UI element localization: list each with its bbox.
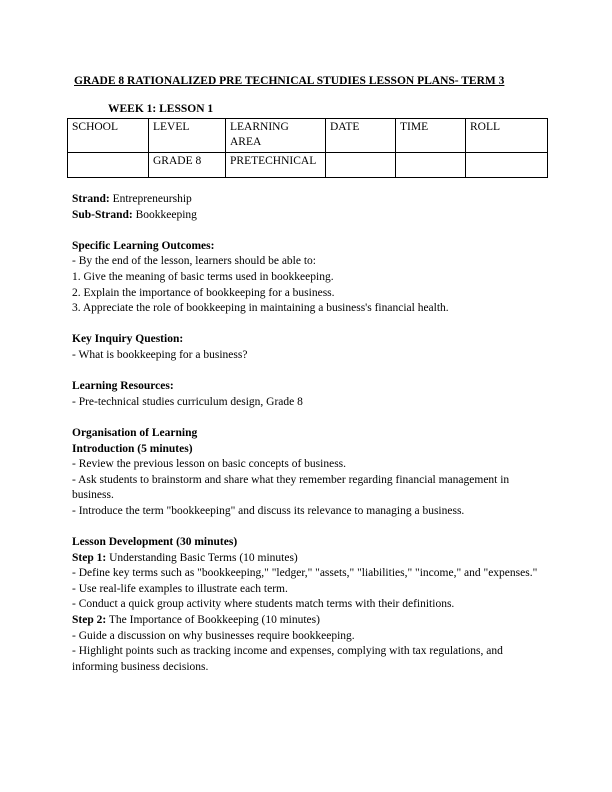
strand-label: Strand: [72,193,110,205]
step2-line [72,613,542,629]
document-title: GRADE 8 RATIONALIZED PRE TECHNICAL STUDIES LESSON PLANS- TERM 3 [74,75,505,87]
table-header-row [68,119,548,153]
header-roll: ROLL [466,119,548,153]
cell-school [68,153,149,178]
lesson-info-table [67,118,548,178]
organisation-heading: Organisation of Learning [72,426,198,439]
sub-strand-line [72,208,542,224]
week-lesson-heading: WEEK 1: LESSON 1 [108,103,214,115]
list-item: - Guide a discussion on why businesses require bookkeeping. [72,629,355,642]
strand-value: Entrepreneurship [109,193,192,205]
header-level: LEVEL [149,119,226,153]
list-item: - Review the previous lesson on basic concepts of business. [72,458,347,471]
sub-strand-value: Bookkeeping [132,208,197,221]
list-item: - Use real-life examples to illustrate each term. [72,582,288,595]
header-school: SCHOOL [68,119,149,153]
inquiry-heading: Key Inquiry Question: [72,333,184,346]
introduction-heading: Introduction (5 minutes) [72,442,193,455]
cell-learning-area: PRETECHNICAL [226,153,326,178]
resources-heading: Learning Resources: [72,380,174,393]
list-item: - Pre-technical studies curriculum design, Grade 8 [72,395,303,408]
outcomes-heading: Specific Learning Outcomes: [72,239,215,252]
step2-label: Step 2: [72,614,107,627]
list-item: - Introduce the term "bookkeeping" and discuss its relevance to managing a business. [72,504,465,517]
development-heading: Lesson Development (30 minutes) [72,536,238,549]
strand-line [72,192,542,208]
step1-title: Understanding Basic Terms (10 minutes) [106,551,298,564]
header-date: DATE [326,119,396,153]
cell-date [326,153,396,178]
cell-roll [466,153,548,178]
list-item: - Highlight points such as tracking income and expenses, complying with tax regulations, and informing business decisions. [72,645,503,673]
list-item: - By the end of the lesson, learners should be able to: [72,255,316,268]
step1-line [72,551,542,567]
list-item: - Conduct a quick group activity where students match terms with their definitions. [72,598,455,611]
step2-title: The Importance of Bookkeeping (10 minutes) [106,614,320,627]
cell-level: GRADE 8 [149,153,226,178]
cell-time [396,153,466,178]
sub-strand-label: Sub-Strand: [72,208,133,221]
list-item: 2. Explain the importance of bookkeeping for a business. [72,286,335,299]
table-row [68,153,548,178]
list-item: 1. Give the meaning of basic terms used in bookkeeping. [72,270,334,283]
list-item: - What is bookkeeping for a business? [72,348,248,361]
header-time: TIME [396,119,466,153]
list-item: - Define key terms such as "bookkeeping," "ledger," "assets," "liabilities," "income," and "expenses." [72,567,538,580]
list-item: - Ask students to brainstorm and share what they remember regarding financial management in business. [72,473,510,502]
step1-label: Step 1: [72,551,107,564]
header-learning-area: LEARNING AREA [226,119,326,153]
lesson-content [72,192,542,675]
list-item: 3. Appreciate the role of bookkeeping in maintaining a business's financial health. [72,302,449,315]
